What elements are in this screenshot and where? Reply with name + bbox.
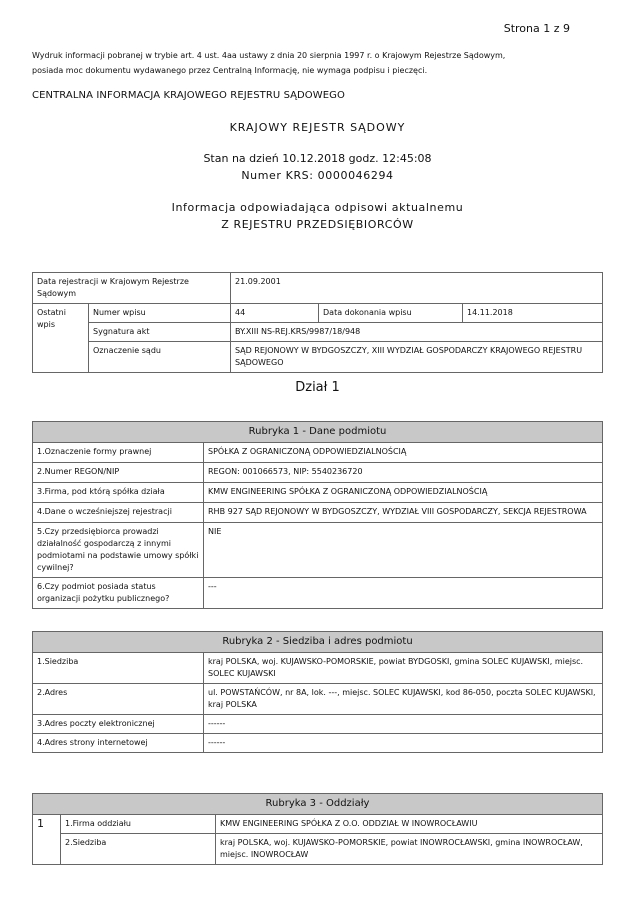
entry-date-label: Data dokonania wpisu (319, 304, 463, 323)
table-row-label: 4.Dane o wcześniejszej rejestracji (33, 503, 204, 523)
rubryka-3-table (32, 793, 603, 865)
table-row-label: 3.Firma, pod którą spółka działa (33, 483, 204, 503)
table-row-label: 1.Siedziba (33, 653, 204, 684)
rubryka-2-title: Rubryka 2 - Siedziba i adres podmiotu (33, 632, 603, 653)
signature-value: BY.XIII NS-REJ.KRS/9987/18/948 (231, 323, 603, 342)
table-row-label: 4.Adres strony internetowej (33, 734, 204, 753)
table-row-value: ------ (204, 715, 603, 734)
registration-table (32, 272, 603, 373)
state-date: Stan na dzień 10.12.2018 godz. 12:45:08 (203, 152, 432, 165)
table-row-label: 1.Firma oddziału (61, 815, 216, 834)
rubryka-1-table (32, 421, 603, 609)
table-row-label: 3.Adres poczty elektronicznej (33, 715, 204, 734)
rubryka-1-title: Rubryka 1 - Dane podmiotu (33, 422, 603, 443)
table-row-value: SPÓŁKA Z OGRANICZONĄ ODPOWIEDZIALNOŚCIĄ (204, 443, 603, 463)
table-row-value: KMW ENGINEERING SPÓŁKA Z O.O. ODDZIAŁ W INOWROCŁAWIU (216, 815, 603, 834)
table-row-label: 2.Adres (33, 684, 204, 715)
entry-number-value: 44 (231, 304, 319, 323)
court-label: Oznaczenie sądu (89, 342, 231, 373)
info-title-line-1: Informacja odpowiadająca odpisowi aktualnemu (171, 201, 464, 214)
last-entry-label: Ostatni wpis (33, 304, 89, 373)
branch-index: 1 (33, 815, 61, 865)
central-information-title: CENTRALNA INFORMACJA KRAJOWEGO REJESTRU SĄDOWEGO (32, 90, 346, 101)
table-row-value: kraj POLSKA, woj. KUJAWSKO-POMORSKIE, powiat INOWROCŁAWSKI, gmina INOWROCŁAW, miejsc. INOWROCŁAW (216, 834, 603, 865)
registration-date-label: Data rejestracji w Krajowym Rejestrze Sądowym (33, 273, 231, 304)
registration-date-value: 21.09.2001 (231, 273, 603, 304)
table-row-label: 2.Siedziba (61, 834, 216, 865)
rubryka-2-table (32, 631, 603, 753)
section-title: Dział 1 (295, 380, 340, 395)
signature-label: Sygnatura akt (89, 323, 231, 342)
legal-notice (32, 48, 592, 78)
court-value: SĄD REJONOWY W BYDGOSZCZY, XIII WYDZIAŁ GOSPODARCZY KRAJOWEGO REJESTRU SĄDOWEGO (231, 342, 603, 373)
info-title-line-2: Z REJESTRU PRZEDSIĘBIORCÓW (221, 218, 414, 231)
entry-number-label: Numer wpisu (89, 304, 231, 323)
table-row-label: 1.Oznaczenie formy prawnej (33, 443, 204, 463)
table-row-value: KMW ENGINEERING SPÓŁKA Z OGRANICZONĄ ODPOWIEDZIALNOŚCIĄ (204, 483, 603, 503)
legal-notice-line-1: Wydruk informacji pobranej w trybie art. 4 ust. 4aa ustawy z dnia 20 sierpnia 1997 r. o Krajowym Rejestrze Sądowym, (32, 51, 506, 60)
table-row-label: 6.Czy podmiot posiada status organizacji pożytku publicznego? (33, 578, 204, 609)
page-number: Strona 1 z 9 (503, 22, 570, 35)
table-row-label: 2.Numer REGON/NIP (33, 463, 204, 483)
table-row-label: 5.Czy przedsiębiorca prowadzi działalność gospodarczą z innymi podmiotami na podstawie umowy spółki cywilnej? (33, 523, 204, 578)
legal-notice-line-2: posiada moc dokumentu wydawanego przez Centralną Informację, nie wymaga podpisu i pieczęci. (32, 66, 428, 75)
table-row-value: NIE (204, 523, 603, 578)
table-row-value: kraj POLSKA, woj. KUJAWSKO-POMORSKIE, powiat BYDGOSKI, gmina SOLEC KUJAWSKI, miejsc. SOLEC KUJAWSKI (204, 653, 603, 684)
rubryka-3-title: Rubryka 3 - Oddziały (33, 794, 603, 815)
krs-number: Numer KRS: 0000046294 (241, 169, 394, 182)
entry-date-value: 14.11.2018 (463, 304, 603, 323)
table-row-value: ------ (204, 734, 603, 753)
table-row-value: REGON: 001066573, NIP: 5540236720 (204, 463, 603, 483)
registry-title: KRAJOWY REJESTR SĄDOWY (229, 121, 406, 134)
table-row-value: RHB 927 SĄD REJONOWY W BYDGOSZCZY, WYDZIAŁ VIII GOSPODARCZY, SEKCJA REJESTROWA (204, 503, 603, 523)
table-row-value: ul. POWSTAŃCÓW, nr 8A, lok. ---, miejsc. SOLEC KUJAWSKI, kod 86-050, poczta SOLEC KUJAWSKI, kraj POLSKA (204, 684, 603, 715)
table-row-value: --- (204, 578, 603, 609)
